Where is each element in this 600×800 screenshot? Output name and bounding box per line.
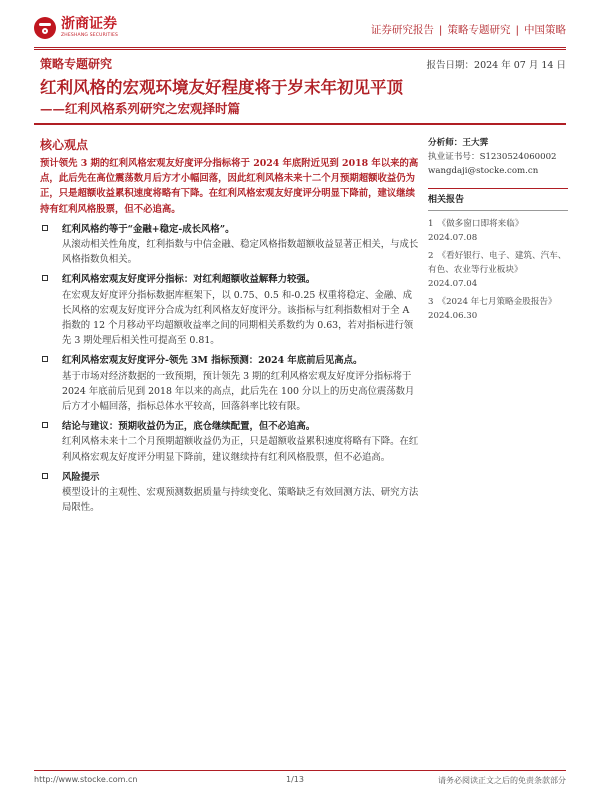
related-report-date: 2024.06.30 [428, 311, 478, 321]
section-body: 在宏观友好度评分指标数据库框架下，以 0.75、0.5 和-0.25 权重将稳定、金融、成长风格的宏观友好度评分合成为红利风格友好度评分。该指标与红利指数相对于全 A 指数的 12 个月移动平均超额收益率之间的同期相关系数约为 0.63，若对指标进行领先 3 期处理后相关性可提高至 0.81。 [62, 289, 414, 347]
section-heading: 红利风格宏观友好度评分指标：对红利超额收益解释力较强。 [62, 274, 316, 286]
related-report-title: 《做多窗口即将来临》 [437, 219, 524, 229]
related-report-index: 3 [428, 297, 434, 307]
summary-paragraph: 预计领先 3 期的红利风格宏观友好度评分指标将于 2024 年底附近见到 2018 年以来的高点，此后先在高位震荡数月后方才小幅回落，因此红利风格未来十二个月预期超额收益仍为正，只是超额收益累积速度将略有下降。在红利风格宏观友好度评分明显下降前，建议继续持有红利风格股票，但不必追高。 [40, 158, 419, 215]
logo-name-cn: 浙商证券 [61, 16, 117, 32]
footer-rule [34, 770, 566, 771]
section-conclusion [62, 419, 420, 465]
section-body: 红利风格未来十二个月预期超额收益仍为正，只是超额收益累积速度将略有下降。在红利风格宏观友好度评分明显下降前，建议继续持有红利风格股票，但不必追高。 [62, 436, 419, 463]
square-bullet-icon [42, 422, 48, 428]
related-report-index: 1 [428, 219, 434, 229]
analyst-name: 分析师：王大霁 [428, 138, 489, 148]
square-bullet-icon [42, 356, 48, 362]
section-heading: 红利风格宏观友好度评分-领先 3M 指标预测：2024 年底前后见高点。 [62, 355, 363, 367]
header-rule-secondary [34, 49, 566, 50]
related-report-date: 2024.07.08 [428, 233, 478, 243]
section-forecast [62, 353, 420, 414]
footer-disclaimer: 请务必阅读正文之后的免责条款部分 [438, 776, 566, 785]
nav-item-china-strategy: 中国策略 [524, 24, 566, 36]
sidebar-rule [428, 188, 568, 189]
nav-item-strategy-topic: 策略专题研究 [447, 24, 511, 36]
main-content [40, 156, 420, 515]
section-heading: 红利风格约等于“金融+稳定-成长风格”。 [62, 223, 235, 235]
related-report-title: 《2024 年七月策略金股报告》 [437, 297, 557, 307]
square-bullet-icon [42, 225, 48, 231]
square-bullet-icon [42, 473, 48, 479]
report-subtitle: ——红利风格系列研究之宏观择时篇 [40, 101, 241, 116]
related-report-index: 2 [428, 251, 434, 261]
logo-emblem-icon [34, 17, 56, 39]
related-report-title: 《看好银行、电子、建筑、汽车、有色、农业等行业板块》 [428, 251, 567, 275]
title-rule [34, 123, 566, 125]
analyst-email[interactable]: wangdaji@stocke.com.cn [428, 166, 539, 176]
related-report-item[interactable] [428, 295, 568, 323]
section-body: 模型设计的主观性、宏观预测数据质量与持续变化、策略缺乏有效回测方法、研究方法局限性。 [62, 487, 419, 514]
sidebar [428, 136, 568, 323]
section-risk [62, 470, 420, 516]
header-rule [34, 47, 566, 48]
related-report-date: 2024.07.04 [428, 279, 478, 289]
section-body: 基于市场对经济数据的一致预期，预计领先 3 期的红利风格宏观友好度评分指标将于 2024 年底前后见到 2018 年以来的高点，此后先在 100 分以上的历史高位震荡数月后方才小幅回落，指标总体水平较高，回落斜率比较有限。 [62, 370, 415, 413]
core-view-heading: 核心观点 [40, 138, 89, 152]
company-logo [34, 14, 118, 42]
section-body: 从滚动相关性角度，红利指数与中信金融、稳定风格指数超额收益显著正相关，与成长风格指数负相关。 [62, 239, 419, 266]
section-heading: 结论与建议：预期收益仍为正，底仓继续配置，但不必追高。 [62, 421, 316, 433]
logo-name-en: ZHESHANG SECURITIES [61, 33, 119, 38]
related-report-item[interactable] [428, 249, 568, 277]
related-reports-heading: 相关报告 [428, 195, 465, 205]
section-dividend-definition [62, 222, 420, 268]
document-type: 策略专题研究 [40, 57, 113, 71]
sidebar-rule-thin [428, 210, 568, 211]
section-friendliness-score [62, 272, 420, 348]
nav-item-research-report: 证券研究报告 [370, 24, 434, 36]
report-title: 红利风格的宏观环境友好程度将于岁末年初见平顶 [40, 78, 403, 97]
analyst-cert: 执业证书号：S1230524060002 [428, 152, 557, 162]
related-report-item[interactable] [428, 217, 568, 231]
report-date: 报告日期：2024 年 07 月 14 日 [426, 60, 566, 71]
header-nav: 证券研究报告 | 策略专题研究 | 中国策略 [370, 24, 566, 36]
page-number: 1/13 [286, 775, 304, 784]
footer-url[interactable]: http://www.stocke.com.cn [34, 775, 138, 784]
section-heading: 风险提示 [62, 471, 100, 483]
square-bullet-icon [42, 275, 48, 281]
